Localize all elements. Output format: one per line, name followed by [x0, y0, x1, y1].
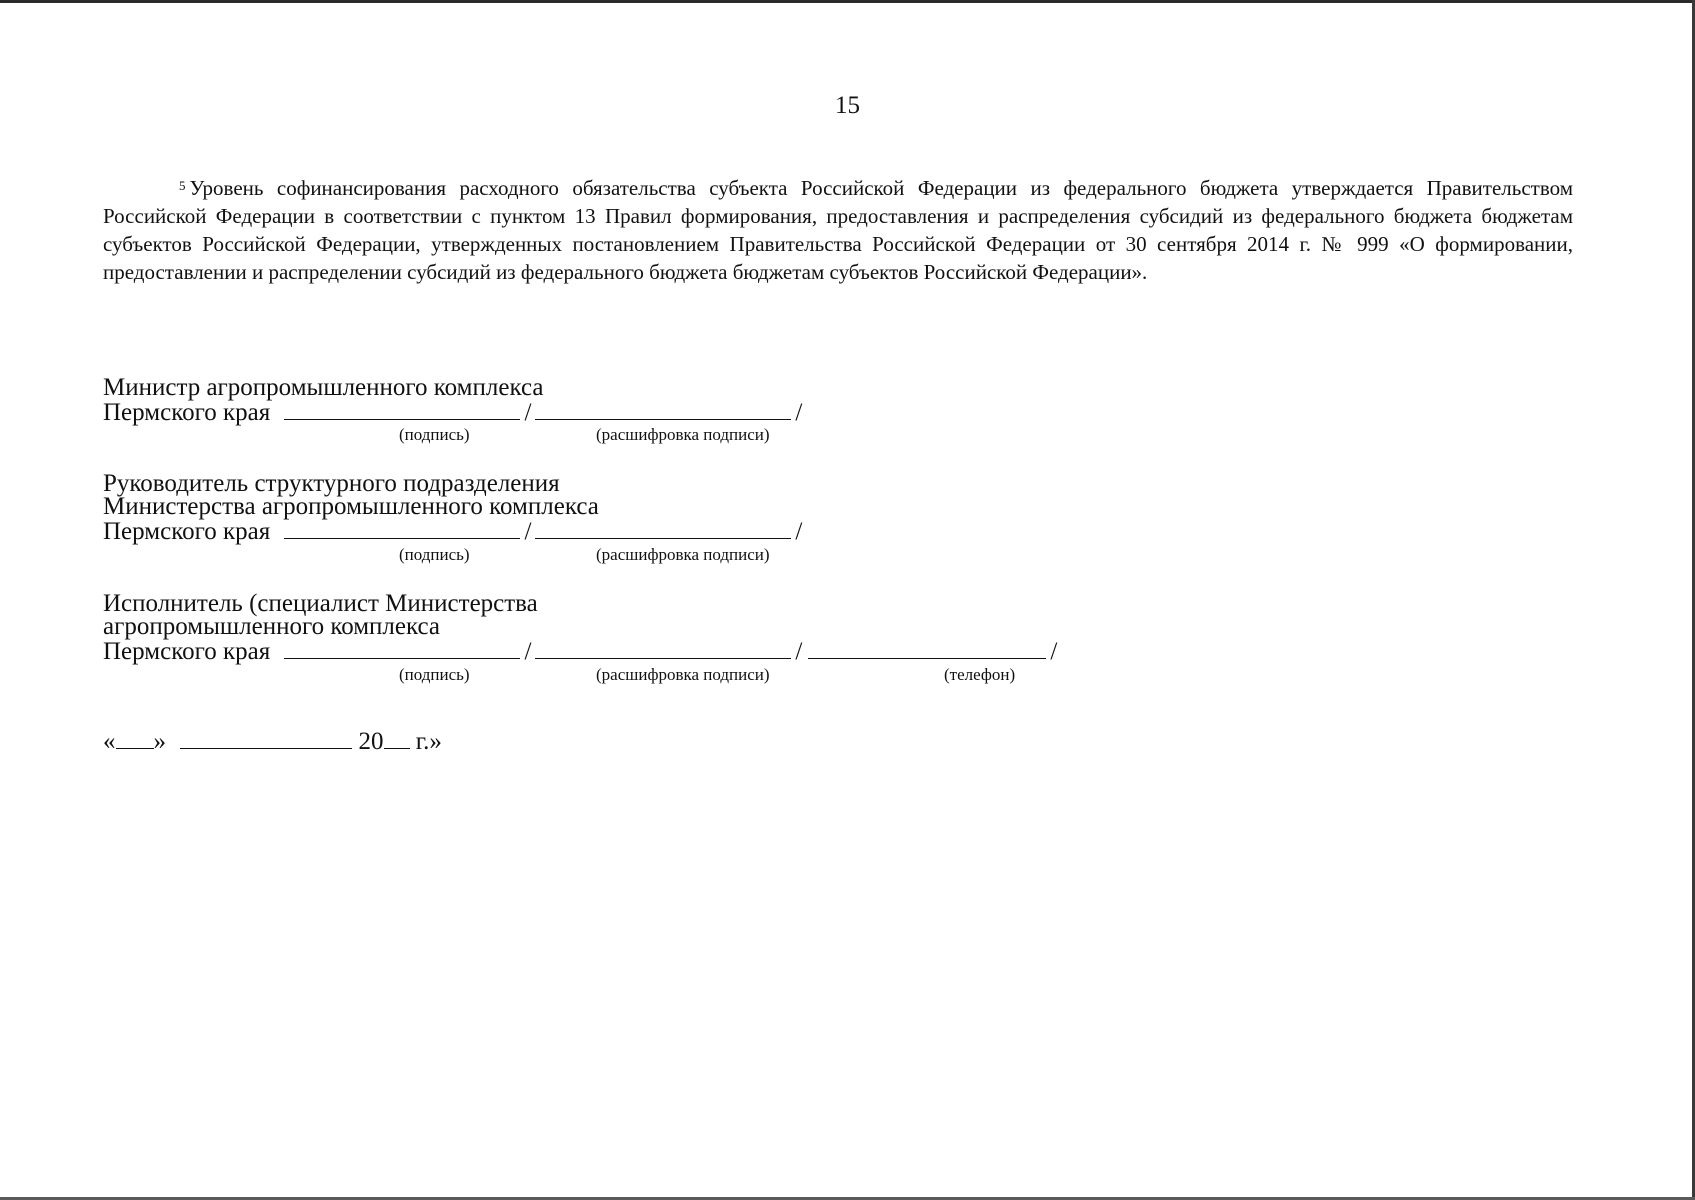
date-line [103, 726, 442, 756]
slash: / [795, 399, 803, 426]
date-close-quote: » [153, 728, 166, 755]
slash: / [1050, 638, 1058, 665]
executor-signature-caption: (подпись) [399, 665, 470, 684]
slash: / [524, 518, 532, 545]
minister-title-line1: Министр агропромышленного комплекса [103, 374, 544, 401]
minister-title-line2: Пермского края [103, 399, 271, 426]
head-signature-caption: (подпись) [399, 545, 470, 564]
date-day-field[interactable] [116, 726, 154, 749]
minister-transcript-caption: (расшифровка подписи) [596, 425, 770, 444]
date-suffix: г.» [415, 728, 442, 755]
head-signature-row [103, 518, 806, 545]
executor-signature-block [103, 590, 1061, 684]
executor-transcript-caption: (расшифровка подписи) [596, 665, 770, 684]
executor-phone-field[interactable] [808, 638, 1046, 659]
executor-transcript-field[interactable] [535, 638, 791, 659]
date-month-field[interactable] [180, 726, 352, 749]
head-transcript-field[interactable] [535, 518, 791, 539]
minister-transcript-field[interactable] [535, 399, 791, 420]
head-title-line3: Пермского края [103, 518, 271, 545]
slash: / [795, 638, 803, 665]
page-number: 15 [835, 92, 860, 119]
head-transcript-caption: (расшифровка подписи) [596, 545, 770, 564]
minister-signature-row [103, 399, 806, 426]
slash: / [524, 399, 532, 426]
slash: / [795, 518, 803, 545]
minister-signature-caption: (подпись) [399, 425, 470, 444]
executor-phone-caption: (телефон) [944, 665, 1016, 684]
scan-edge-top [0, 0, 1695, 3]
executor-signature-field[interactable] [284, 638, 520, 659]
head-signature-field[interactable] [284, 518, 520, 539]
executor-title-line1: Исполнитель (специалист Министерства [103, 590, 538, 617]
executor-signature-row [103, 638, 1061, 665]
footnote-marker: 5 [179, 178, 186, 193]
executor-title-line2: агропромышленного комплекса [103, 613, 441, 640]
footnote [103, 174, 1573, 286]
footnote-text: Уровень софинансирования расходного обязательства субъекта Российской Федерации из федерального бюджета утверждается Правительством Российской Федерации в соответствии с пунктом 13 Правил формирования, предоставления и распределения субсидий из федерального бюджета бюджетам субъектов Российской Федерации, утвержденных постановлением Правительства Российской Федерации от 30 сентября 2014 г. № 999 «О формировании, предоставлении и распределении субсидий из федерального бюджета бюджетам субъектов Российской Федерации». [103, 176, 1573, 284]
executor-title-line3: Пермского края [103, 638, 271, 665]
minister-signature-block [103, 374, 806, 444]
date-open-quote: « [103, 728, 116, 755]
slash: / [524, 638, 532, 665]
head-signature-block [103, 470, 806, 564]
head-title-line1: Руководитель структурного подразделения [103, 470, 560, 497]
date-year-prefix: 20 [358, 728, 384, 755]
minister-signature-field[interactable] [284, 399, 520, 420]
head-title-line2: Министерства агропромышленного комплекса [103, 493, 599, 520]
date-year-field[interactable] [384, 726, 410, 749]
